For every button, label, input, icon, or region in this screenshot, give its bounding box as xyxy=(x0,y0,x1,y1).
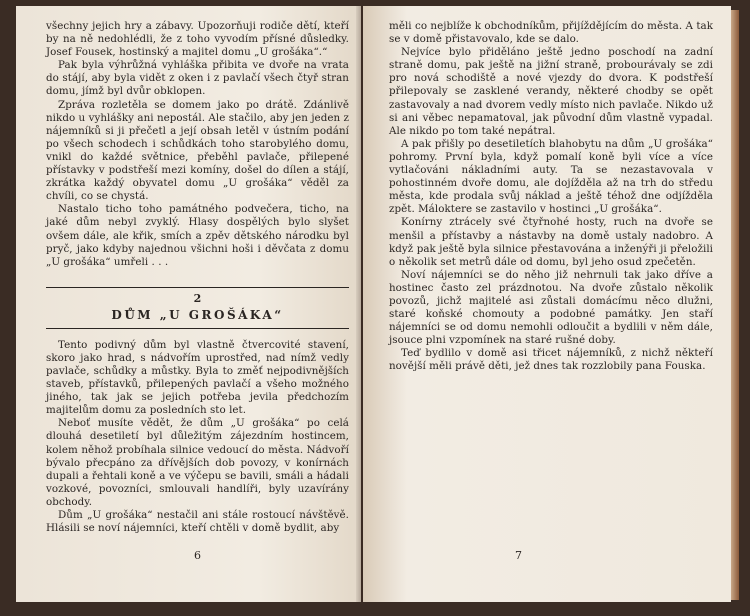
right-text xyxy=(389,20,713,374)
page-edge xyxy=(731,10,739,600)
right-page xyxy=(363,6,731,602)
left-bottom-text xyxy=(46,339,349,535)
paragraph: všechny jejich hry a zábavy. Upozorňuji rodiče dětí, kteří by na ně nedohlédli, že z toho vyvodím přísné důsledky. Josef Fousek, hostinský a majitel domu „U grošáka“.“ xyxy=(46,20,349,59)
paragraph: Teď bydlilo v domě asi třicet nájemníků, z nichž někteří novější měli právě děti, jež dnes tak rozzlobily pana Fouska. xyxy=(389,347,713,373)
paragraph: A pak přišly po desetiletích blahobytu na dům „U grošáka“ pohromy. První byla, když pomalí koně byli více a více vytlačováni nákladními auty. Ta se nezastavovala v pohostinném dvoře domu, ale dojížděla až na trh do středu města, kde prodala svůj náklad a ještě téhož dne odjížděla zpět. Máloktere se zastavilo v hostinci „U grošáka“. xyxy=(389,137,713,216)
chapter-title: DŮM „U GROŠÁKA“ xyxy=(111,307,284,322)
paragraph: Nastalo ticho toho památného podvečera, ticho, na jaké dům nebyl zvyklý. Hlasy dospělých bylo slyšet ovšem dále, ale křik, smích a zpěv dětského národku byl pryč, jako kdyby najednou všichni hoši i děvčata z domu „U grošáka“ umřeli . . . xyxy=(46,203,349,268)
paragraph: Nejvíce bylo přiděláno ještě jedno poschodí na zadní straně domu, pak ještě na jižní straně, probourávaly se zdi pro nová schodiště a nové vjezdy do dvora. K podstřeší přilepovaly se zasklené verandy, některé chodby se opět zastavovaly a nad dvorem vedly místo nich pavlače. Nikdo už si ani věbec nepamatoval, jak původní dům vlastně vypadal. Ale nikdo po tom také nepátral. xyxy=(389,46,713,137)
paragraph: Konírny ztrácely své čtyřnohé hosty, ruch na dvoře se menšil a přístavby a nástavby na domě ustaly nadobro. A když pak ještě byla silnice přestavována a inženýři ji přeložili o několik set metrů dále od domu, byl jeho osud zpečetěn. xyxy=(389,216,713,268)
chapter-heading xyxy=(46,287,349,329)
paragraph: Zpráva rozletěla se domem jako po drátě. Zdánlivě nikdo u vyhlášky ani nepostál. Ale stačilo, aby jen jeden z nájemníků si ji přečetl a její obsah letěl v ústním podání po všech schodech i schůdkách toho starobylého domu, vnikl do každé světnice, přeběhl pavlače, přilepené přístavky v podstřeší mezi komíny, došel do dílen a stájí, zkrátka každý obyvatel domu „U grošáka“ věděl za chvíli, co se chystá. xyxy=(46,98,349,203)
left-page xyxy=(16,6,361,602)
paragraph: Pak byla výhrůžná vyhláška přibita ve dvoře na vrata do stájí, aby byla vidět z oken i z pavlačí všech čtyř stran domu, jímž byl dvůr obklopen. xyxy=(46,59,349,98)
paragraph: Noví nájemníci se do něho již nehrnuli tak jako dříve a hostinec často zel prázdnotou. Na dvoře zůstalo několik povozů, jichž majitelé asi zůstali domácímu něco dlužni, staré koňské chomouty a podobné památky. Jen staří nájemníci se od domu nemohli odloučit a bydlili v něm dále, jsouce plni vzpomínek na staré rušné doby. xyxy=(389,268,713,347)
paragraph: Tento podivný dům byl vlastně čtvercovité stavení, skoro jako hrad, s nádvořím uprostřed, nad nímž vedly pavlače, schůdky a můstky. Byla to změť nejpodivnějších staveb, přístavků, přilepených pavlačí a všeho možného jiného, tak jak se jejich potřeba jevila předchozím majitelům domu za posledních sto let. xyxy=(46,338,349,417)
paragraph: Dům „U grošáka“ nestačil ani stále rostoucí návštěvě. Hlásili se noví nájemníci, kteří chtěli v domě bydlit, aby xyxy=(46,509,349,535)
paragraph: Neboť musíte vědět, že dům „U grošáka“ po celá dlouhá desetiletí byl důležitým zájezdním hostincem, kolem něhož probíhala silnice vedoucí do města. Nádvoří bývalo přecpáno za dřívějších dob povozy, v konírnách dupali a řehtali koně a ve výčepu se bavili, smáli a hádali vozkové, povozníci, smlouvali handlíři, byly uzavírány obchody. xyxy=(46,417,349,508)
page-number: 7 xyxy=(515,549,522,562)
page-number: 6 xyxy=(194,549,201,562)
chapter-number: 2 xyxy=(193,291,202,305)
paragraph: měli co nejblíže k obchodníkům, přijíždějícím do města. A tak se v domě přistavovalo, kde se dalo. xyxy=(389,20,713,46)
left-top-text xyxy=(46,20,349,269)
